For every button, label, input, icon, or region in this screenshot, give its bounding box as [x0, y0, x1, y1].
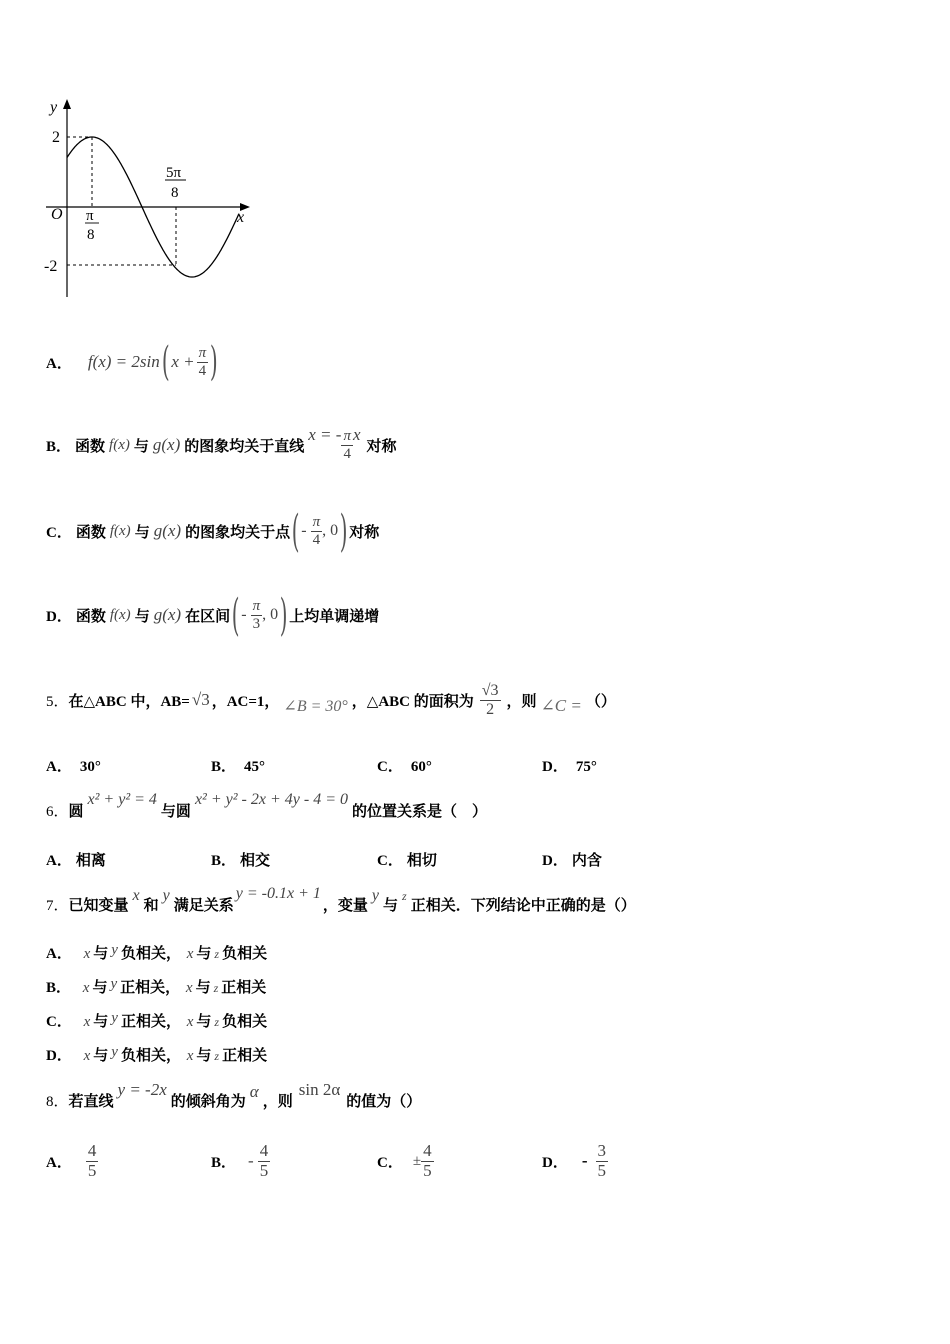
option-label: C． — [46, 524, 72, 541]
interval-tail: , 0 — [262, 606, 279, 623]
q7-stem — [46, 884, 636, 924]
text: ，则 — [262, 1093, 293, 1110]
q7-option-b[interactable] — [46, 976, 266, 997]
text: 与 — [134, 524, 150, 541]
var-x: x — [186, 1014, 194, 1030]
relation: 负相关， — [120, 1048, 181, 1064]
text: 与 — [92, 980, 108, 996]
text: ，AC=1， — [211, 693, 280, 710]
line-eq: y = -2x — [117, 1080, 167, 1099]
alpha: α — [249, 1082, 259, 1101]
option-label: A． — [46, 355, 72, 372]
text: ，△ABC 的面积为 — [351, 693, 474, 710]
var-y: y — [111, 942, 118, 958]
var-x: x — [132, 887, 140, 904]
y-axis-arrow — [63, 99, 71, 109]
angle-b: ∠B = 30° — [283, 698, 348, 715]
tick1-den: 8 — [87, 227, 95, 243]
var-y2: y — [371, 887, 380, 904]
question-number: 8． — [46, 1093, 69, 1110]
q4-option-a[interactable]: A． f(x) = 2sin ( x + $\frac{\pi}{4}$ ) — [46, 339, 218, 385]
eq-rhs: x — [352, 425, 361, 444]
relation: 负相关， — [120, 946, 181, 962]
text: 与 — [93, 1048, 109, 1064]
circle-eq-2: x² + y² - 2x + 4y - 4 = 0 — [194, 791, 348, 808]
tick1-num: π — [86, 208, 94, 224]
q6-option-c[interactable] — [377, 849, 437, 870]
text: 的图象均关于点 — [185, 524, 291, 541]
option-label: C． — [377, 759, 403, 775]
y-axis-label: y — [50, 99, 58, 116]
option-text: 45° — [244, 759, 266, 775]
option-label: C． — [46, 1014, 72, 1030]
fraction: $\frac{\pi}{3}$ — [252, 598, 261, 632]
text: 与 — [195, 980, 211, 996]
q5-option-d[interactable] — [542, 755, 597, 776]
fraction: $\frac{4}{5}$ — [259, 1140, 269, 1180]
option-label: D． — [46, 1048, 72, 1064]
tick2-den: 8 — [171, 185, 179, 201]
var-z: z — [214, 947, 220, 961]
q5-option-c[interactable] — [377, 755, 432, 776]
option-label: B． — [46, 980, 72, 996]
text: 若直线 — [68, 1093, 114, 1110]
option-label: A． — [46, 759, 72, 775]
var-z: z — [214, 1015, 220, 1029]
option-label: B． — [211, 853, 237, 869]
angle-c: ∠C = — [540, 696, 582, 715]
var-z: z — [213, 981, 219, 995]
q8-option-a[interactable] — [46, 1136, 98, 1186]
relation: 正相关， — [120, 1014, 181, 1030]
g-of-x: g(x) — [152, 435, 181, 454]
sine-graph — [40, 95, 260, 305]
option-label: D． — [542, 853, 568, 869]
q5-option-b[interactable] — [211, 755, 265, 776]
var-x: x — [83, 946, 91, 962]
text: 与 — [196, 946, 212, 962]
fraction: $\frac{\pi}{4}$ — [198, 345, 207, 379]
q4-option-d[interactable]: D． 函数 f(x) 与 g(x) 在区间 ( - $\frac{\pi}{3}$ , 0 ) 上均单调递增 — [46, 589, 380, 641]
var-y: y — [111, 1044, 118, 1060]
option-label: B． — [46, 438, 72, 455]
option-label: C． — [377, 1154, 403, 1171]
tick2-num: 5π — [166, 165, 182, 181]
text: 已知变量 — [68, 897, 129, 914]
question-number: 5． — [46, 693, 69, 710]
option-label: D． — [542, 759, 568, 775]
var-x: x — [82, 980, 90, 996]
f-of-x: f(x) — [109, 436, 130, 453]
var-x: x — [185, 980, 193, 996]
q8-option-c[interactable] — [377, 1136, 434, 1186]
text: 在△ABC 中，AB= — [68, 693, 190, 710]
text: 的位置关系是（ ） — [351, 803, 487, 820]
area-fraction: $\frac{√3}{2}$ — [481, 681, 499, 718]
var-x: x — [83, 1048, 91, 1064]
q5-option-a[interactable] — [46, 755, 101, 776]
text: 与 — [93, 1014, 109, 1030]
circle-eq-1: x² + y² = 4 — [87, 791, 157, 808]
option-text: 75° — [575, 759, 597, 775]
y-min-label: -2 — [44, 258, 58, 275]
math-inner: x + — [171, 352, 195, 371]
relation: 负相关 — [222, 946, 268, 962]
text: 对称 — [349, 524, 380, 541]
q8-stem — [46, 1080, 421, 1120]
text: 与圆 — [160, 803, 191, 820]
option-label: B． — [211, 1154, 237, 1171]
text: 的倾斜角为 — [170, 1093, 246, 1110]
x-axis-label: x — [237, 209, 245, 226]
option-label: A． — [46, 853, 72, 869]
neg-sign: - — [241, 606, 247, 623]
text: 函数 — [75, 438, 106, 455]
text: ，则 — [506, 693, 537, 710]
question-number: 6． — [46, 803, 69, 820]
relation: 正相关 — [221, 980, 267, 996]
q6-option-a[interactable] — [46, 849, 106, 870]
text: 正相关．下列结论中正确的是（） — [410, 897, 636, 914]
sign: - — [581, 1151, 588, 1170]
neg-sign: - — [301, 522, 307, 539]
f-of-x: f(x) — [109, 522, 131, 539]
text: 对称 — [366, 438, 397, 455]
question-number: 7． — [46, 897, 69, 914]
sqrt-3: √3 — [191, 690, 210, 709]
q6-option-b[interactable] — [211, 849, 270, 870]
option-label: A． — [46, 1154, 72, 1171]
var-x: x — [83, 1014, 91, 1030]
q4-option-b[interactable] — [46, 422, 397, 468]
option-text: 内含 — [571, 853, 602, 869]
option-text: 相切 — [406, 853, 437, 869]
q8-option-b[interactable] — [211, 1136, 270, 1186]
text: ，变量 — [322, 897, 368, 914]
option-text: 相离 — [75, 853, 106, 869]
text: （） — [585, 693, 616, 710]
option-label: A． — [46, 946, 72, 962]
text: 满足关系 — [173, 897, 234, 914]
var-z: z — [402, 888, 407, 903]
text: 的值为（） — [346, 1093, 422, 1110]
var-y: y — [162, 887, 170, 904]
relation: 正相关， — [120, 980, 181, 996]
q8-option-d[interactable] — [542, 1136, 608, 1186]
fraction: $\frac{\pi}{4}$ — [343, 428, 351, 462]
f-of-x: f(x) — [109, 606, 131, 623]
relation: 正相关 — [222, 1048, 268, 1064]
text: 函数 — [75, 524, 106, 541]
option-label: C． — [377, 853, 403, 869]
var-x: x — [186, 946, 194, 962]
text: 在区间 — [185, 608, 231, 625]
fraction: $\frac{3}{5}$ — [597, 1140, 607, 1180]
text: 与 — [196, 1014, 212, 1030]
q6-stem — [46, 790, 487, 830]
g-of-x: g(x) — [153, 605, 182, 624]
q6-option-d[interactable] — [542, 849, 602, 870]
origin-label: O — [51, 206, 63, 223]
var-y: y — [111, 1010, 118, 1026]
sign: ± — [412, 1152, 422, 1169]
text: 圆 — [68, 803, 84, 820]
text: 上均单调递增 — [289, 608, 380, 625]
text: 与 — [133, 438, 149, 455]
var-x: x — [186, 1048, 194, 1064]
math-lhs: f(x) = 2sin — [87, 352, 160, 371]
relation-eq: y = -0.1x + 1 — [235, 885, 321, 902]
text: 函数 — [75, 608, 106, 625]
text: 与 — [196, 1048, 212, 1064]
g-of-x: g(x) — [153, 521, 182, 540]
q7-option-c[interactable] — [46, 1010, 267, 1031]
q7-option-d[interactable] — [46, 1044, 267, 1065]
fraction: $\frac{\pi}{4}$ — [312, 514, 321, 548]
option-label: B． — [211, 759, 237, 775]
fraction: $\frac{4}{5}$ — [87, 1140, 97, 1180]
text: 与 — [134, 608, 150, 625]
option-text: 30° — [79, 759, 101, 775]
point-tail: , 0 — [322, 522, 339, 539]
sin-2alpha: sin 2α — [298, 1080, 341, 1099]
var-y: y — [110, 976, 118, 992]
q7-option-a[interactable] — [46, 942, 267, 963]
option-label: D． — [542, 1154, 568, 1171]
text: 与 — [383, 897, 399, 914]
option-label: D． — [46, 608, 72, 625]
fraction: $\frac{4}{5}$ — [423, 1140, 432, 1180]
q5-stem — [46, 672, 616, 728]
text: 和 — [143, 897, 159, 914]
option-text: 60° — [410, 759, 432, 775]
sign: - — [248, 1151, 254, 1170]
eq-lhs: x = - — [308, 425, 342, 444]
q4-option-c[interactable]: C． 函数 f(x) 与 g(x) 的图象均关于点 ( - $\frac{\pi}{4}$ , 0 ) 对称 — [46, 505, 380, 557]
relation: 负相关 — [222, 1014, 268, 1030]
y-max-label: 2 — [52, 129, 60, 146]
text: 的图象均关于直线 — [184, 438, 305, 455]
var-z: z — [214, 1049, 220, 1063]
option-text: 相交 — [240, 853, 271, 869]
text: 与 — [93, 946, 109, 962]
